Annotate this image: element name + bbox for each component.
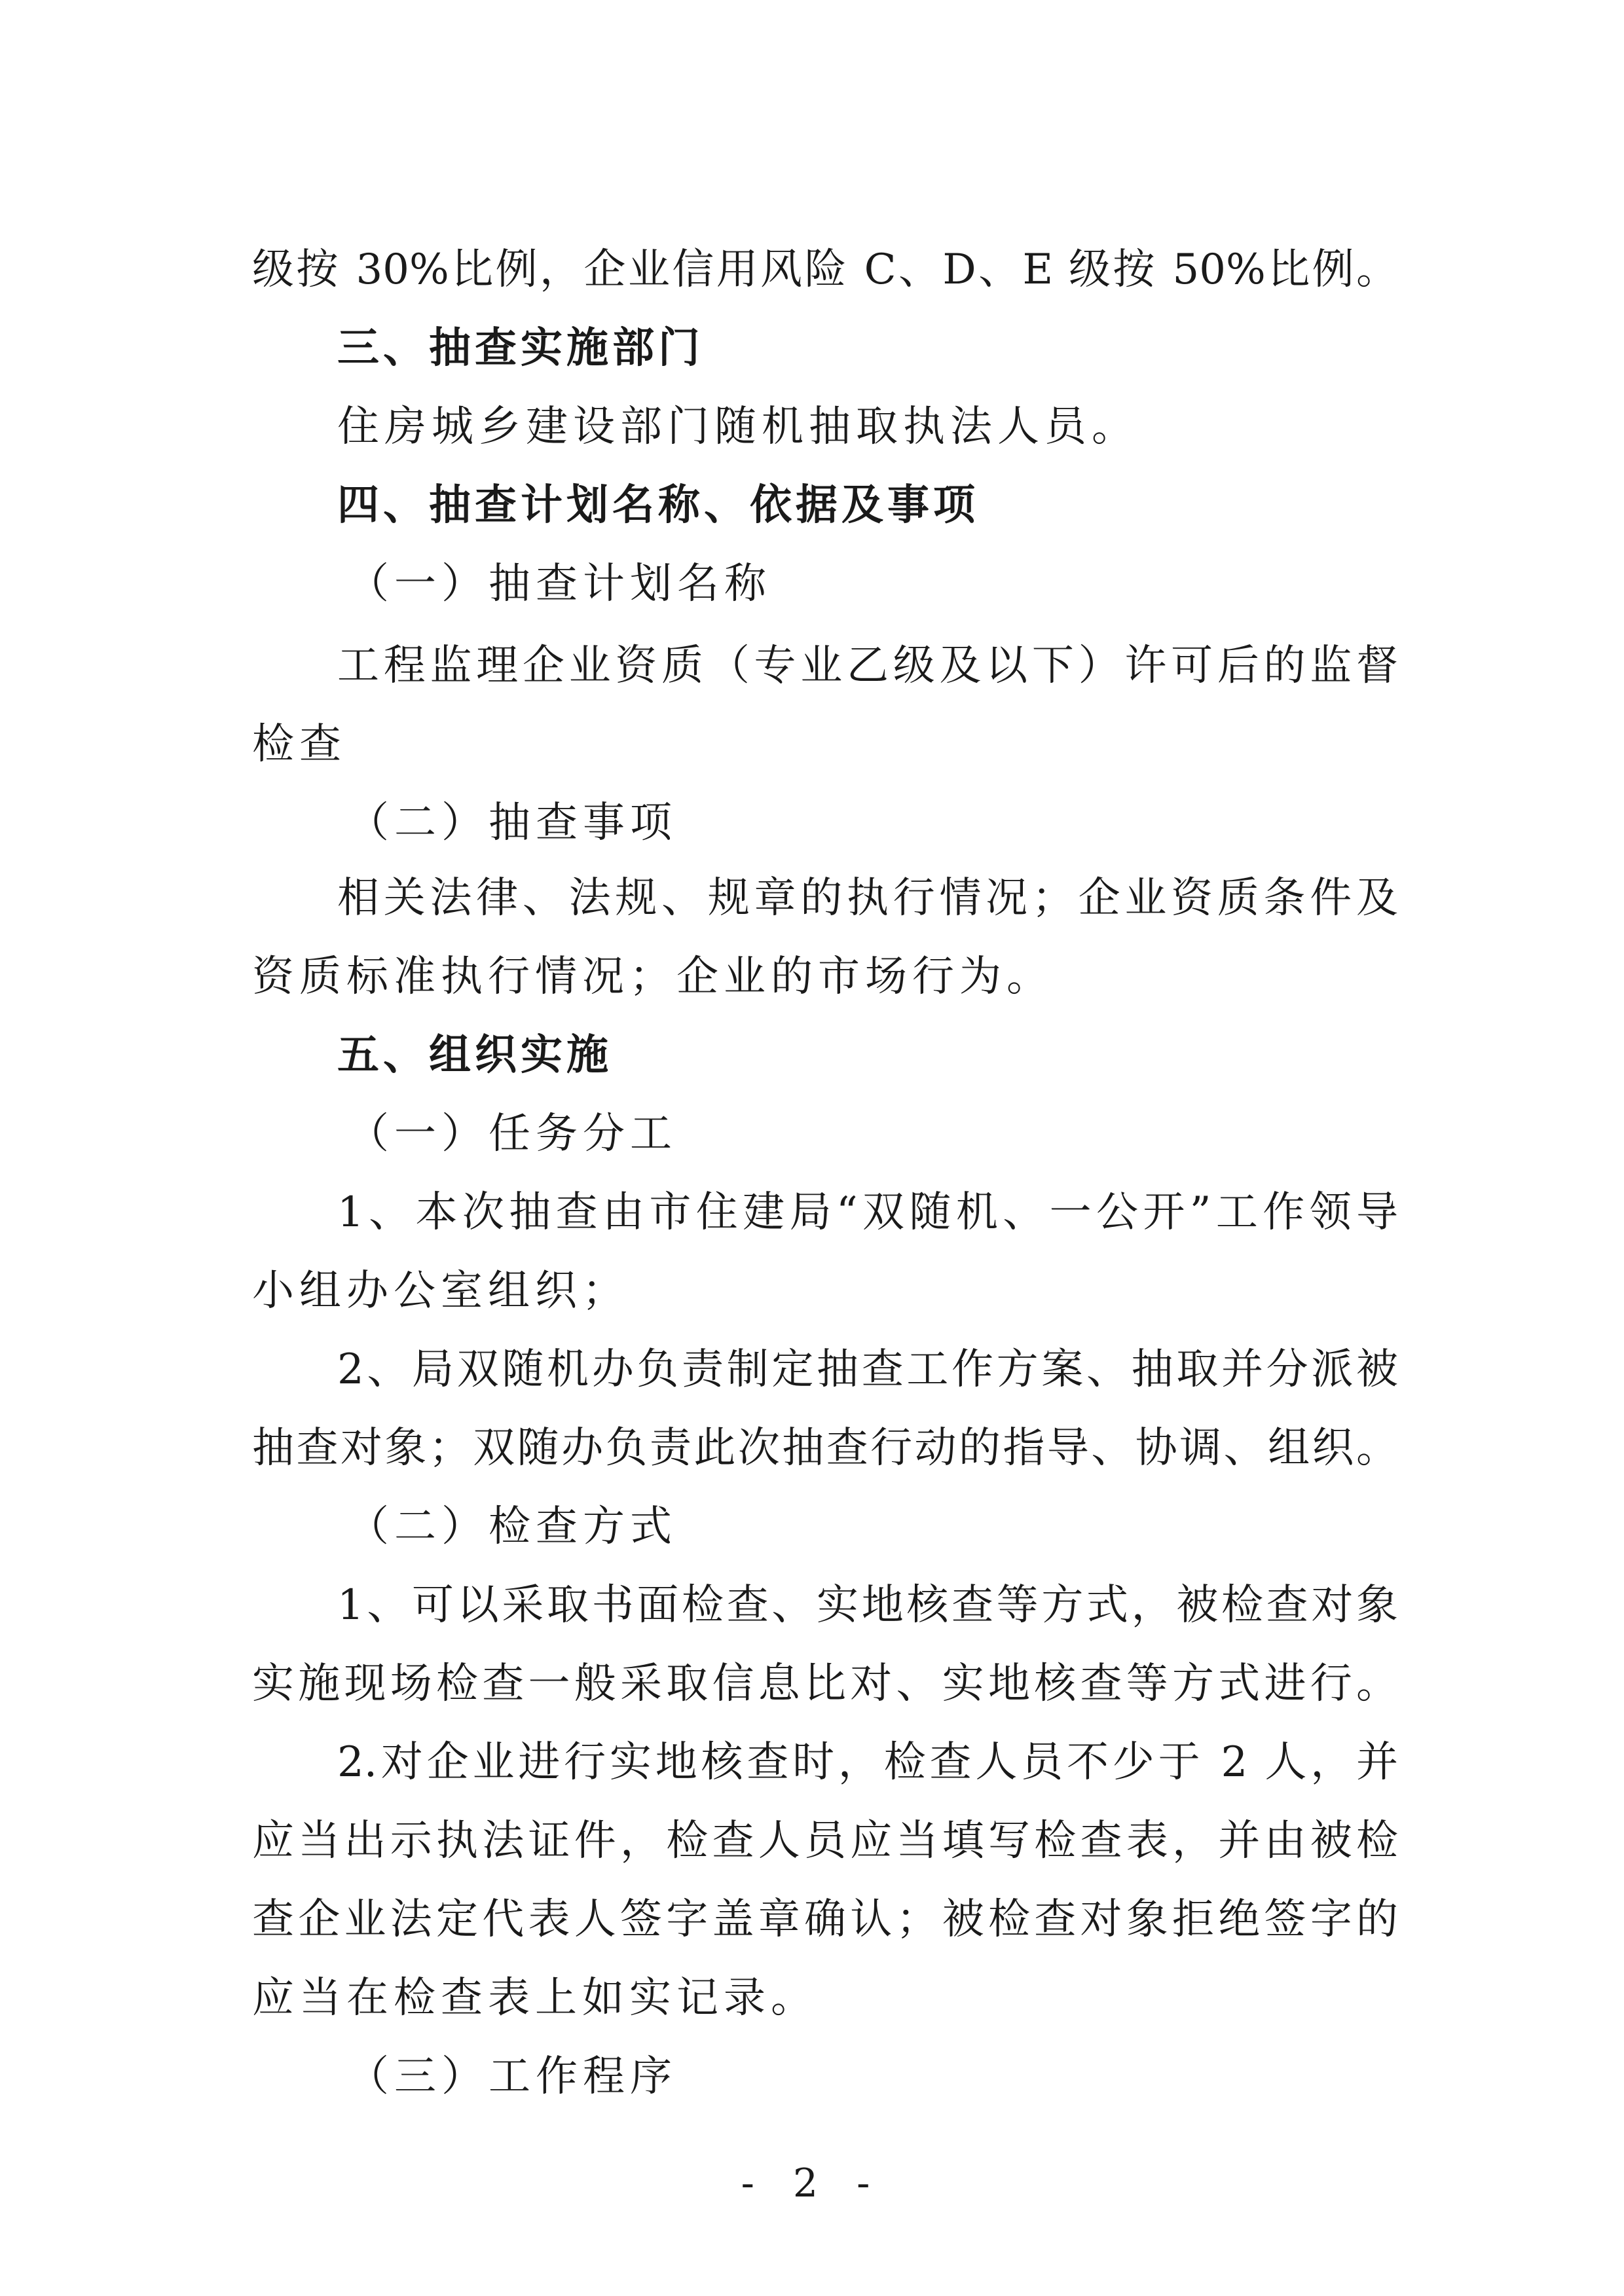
paragraph-line: 2、局双随机办负责制定抽查工作方案、抽取并分派被 [337,1345,1398,1394]
paragraph-line: 工程监理企业资质（专业乙级及以下）许可后的监督 [337,642,1398,690]
paragraph-line: 查企业法定代表人签字盖章确认；被检查对象拒绝签字的 [252,1895,1398,1944]
paragraph-line: 实施现场检查一般采取信息比对、实地核查等方式进行。 [252,1660,1398,1708]
subsection-heading: （二）检查方式 [347,1503,677,1551]
section-heading-4: 四、抽查计划名称、依据及事项 [337,481,979,530]
paragraph-line: 1、本次抽查由市住建局“双随机、一公开”工作领导 [337,1188,1398,1237]
page-number: - 2 - [741,2160,883,2206]
paragraph-line: 应当在检查表上如实记录。 [252,1974,818,2022]
section-heading-5: 五、组织实施 [337,1031,612,1080]
paragraph-line: 级按 30%比例，企业信用风险 C、D、E 级按 50%比例。 [252,246,1398,294]
paragraph-line: 2.对企业进行实地核查时，检查人员不少于 2 人，并 [337,1738,1398,1787]
paragraph-line: 小组办公室组织； [252,1267,629,1315]
paragraph-line: 相关法律、法规、规章的执行情况；企业资质条件及 [337,874,1398,922]
paragraph-line: 检查 [252,720,346,769]
subsection-heading: （一）抽查计划名称 [347,560,771,608]
paragraph-line: 应当出示执法证件，检查人员应当填写检查表，并由被检 [252,1817,1398,1865]
subsection-heading: （二）抽查事项 [347,799,677,847]
section-heading-3: 三、抽查实施部门 [337,324,704,373]
subsection-heading: （三）工作程序 [347,2052,677,2101]
subsection-heading: （一）任务分工 [347,1110,677,1158]
paragraph-line: 抽查对象；双随办负责此次抽查行动的指导、协调、组织。 [252,1424,1398,1472]
paragraph-line: 资质标准执行情况；企业的市场行为。 [252,953,1054,1001]
paragraph-line: 住房城乡建设部门随机抽取执法人员。 [337,403,1139,451]
paragraph-line: 1、可以采取书面检查、实地核查等方式，被检查对象 [337,1581,1398,1630]
